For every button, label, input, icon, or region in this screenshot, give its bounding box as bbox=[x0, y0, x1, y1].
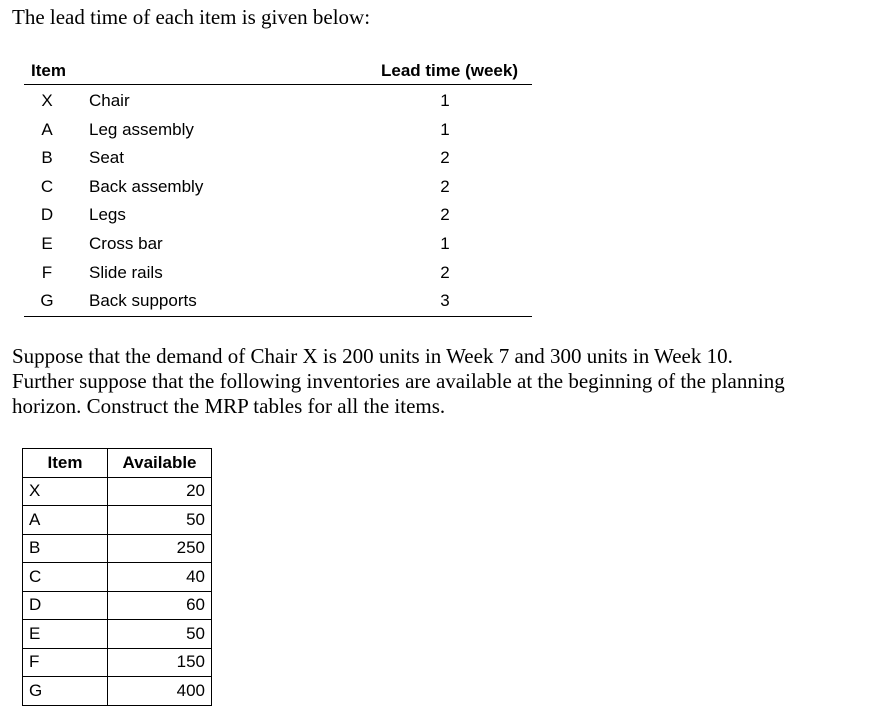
item-name: Legs bbox=[89, 205, 126, 225]
item-name: Seat bbox=[89, 148, 124, 168]
table-row bbox=[24, 286, 532, 315]
header-available: Available bbox=[108, 449, 212, 478]
item-available: 400 bbox=[108, 677, 212, 706]
item-available: 250 bbox=[108, 534, 212, 563]
table-row bbox=[24, 115, 532, 144]
item-available: 50 bbox=[108, 506, 212, 535]
item-available: 20 bbox=[108, 477, 212, 506]
item-available: 150 bbox=[108, 648, 212, 677]
paragraph-line: horizon. Construct the MRP tables for all the items. bbox=[12, 394, 446, 418]
table-row bbox=[23, 591, 212, 620]
inventory-table-header bbox=[23, 449, 212, 478]
item-code: F bbox=[41, 262, 53, 282]
table-row bbox=[23, 648, 212, 677]
paragraph-line: Further suppose that the following inventories are available at the beginning of the planning bbox=[12, 369, 785, 393]
item-code: A bbox=[41, 119, 53, 139]
item-name: Leg assembly bbox=[89, 119, 194, 139]
item-lead-time: 1 bbox=[440, 233, 450, 253]
table-row bbox=[23, 477, 212, 506]
paragraph-line: Suppose that the demand of Chair X is 200 units in Week 7 and 300 units in Week 10. bbox=[12, 344, 733, 368]
lead-time-table-body bbox=[24, 85, 532, 317]
item-code: F bbox=[23, 648, 108, 677]
item-lead-time: 2 bbox=[440, 262, 450, 282]
item-code: X bbox=[41, 91, 53, 110]
header-lead-time: Lead time (week) bbox=[381, 61, 518, 80]
item-name: Back supports bbox=[89, 291, 197, 311]
item-lead-time: 2 bbox=[440, 148, 450, 168]
item-name: Slide rails bbox=[89, 262, 163, 282]
item-name: Back assembly bbox=[89, 176, 204, 196]
item-code: X bbox=[23, 477, 108, 506]
item-code: D bbox=[40, 205, 54, 225]
item-name: Cross bar bbox=[89, 233, 163, 253]
table-row bbox=[24, 200, 532, 229]
item-code: C bbox=[23, 563, 108, 592]
table-row bbox=[24, 229, 532, 258]
item-lead-time: 3 bbox=[440, 291, 450, 311]
item-code: G bbox=[40, 291, 54, 311]
lead-time-table bbox=[24, 58, 532, 317]
header-item: Item bbox=[23, 449, 108, 478]
table-row bbox=[23, 534, 212, 563]
table-row bbox=[24, 143, 532, 172]
table-row bbox=[24, 258, 532, 287]
inventory-table bbox=[22, 448, 212, 706]
item-lead-time: 1 bbox=[440, 119, 450, 139]
header-item: Item bbox=[31, 61, 66, 80]
item-available: 40 bbox=[108, 563, 212, 592]
item-lead-time: 2 bbox=[440, 205, 450, 225]
item-code: E bbox=[41, 233, 53, 253]
table-row bbox=[23, 620, 212, 649]
item-lead-time: 2 bbox=[440, 176, 450, 196]
item-available: 60 bbox=[108, 591, 212, 620]
table-row bbox=[23, 677, 212, 706]
table-row bbox=[24, 86, 532, 115]
item-available: 50 bbox=[108, 620, 212, 649]
table-row bbox=[23, 563, 212, 592]
item-code: E bbox=[23, 620, 108, 649]
problem-paragraph bbox=[12, 344, 872, 419]
lead-time-table-header bbox=[24, 58, 532, 85]
item-code: G bbox=[23, 677, 108, 706]
item-code: B bbox=[41, 148, 53, 168]
item-name: Chair bbox=[89, 91, 130, 110]
table-row bbox=[24, 172, 532, 201]
item-code: A bbox=[23, 506, 108, 535]
item-lead-time: 1 bbox=[440, 91, 450, 110]
intro-text: The lead time of each item is given below: bbox=[12, 5, 371, 29]
item-code: C bbox=[40, 176, 54, 196]
item-code: D bbox=[23, 591, 108, 620]
table-row bbox=[23, 506, 212, 535]
item-code: B bbox=[23, 534, 108, 563]
